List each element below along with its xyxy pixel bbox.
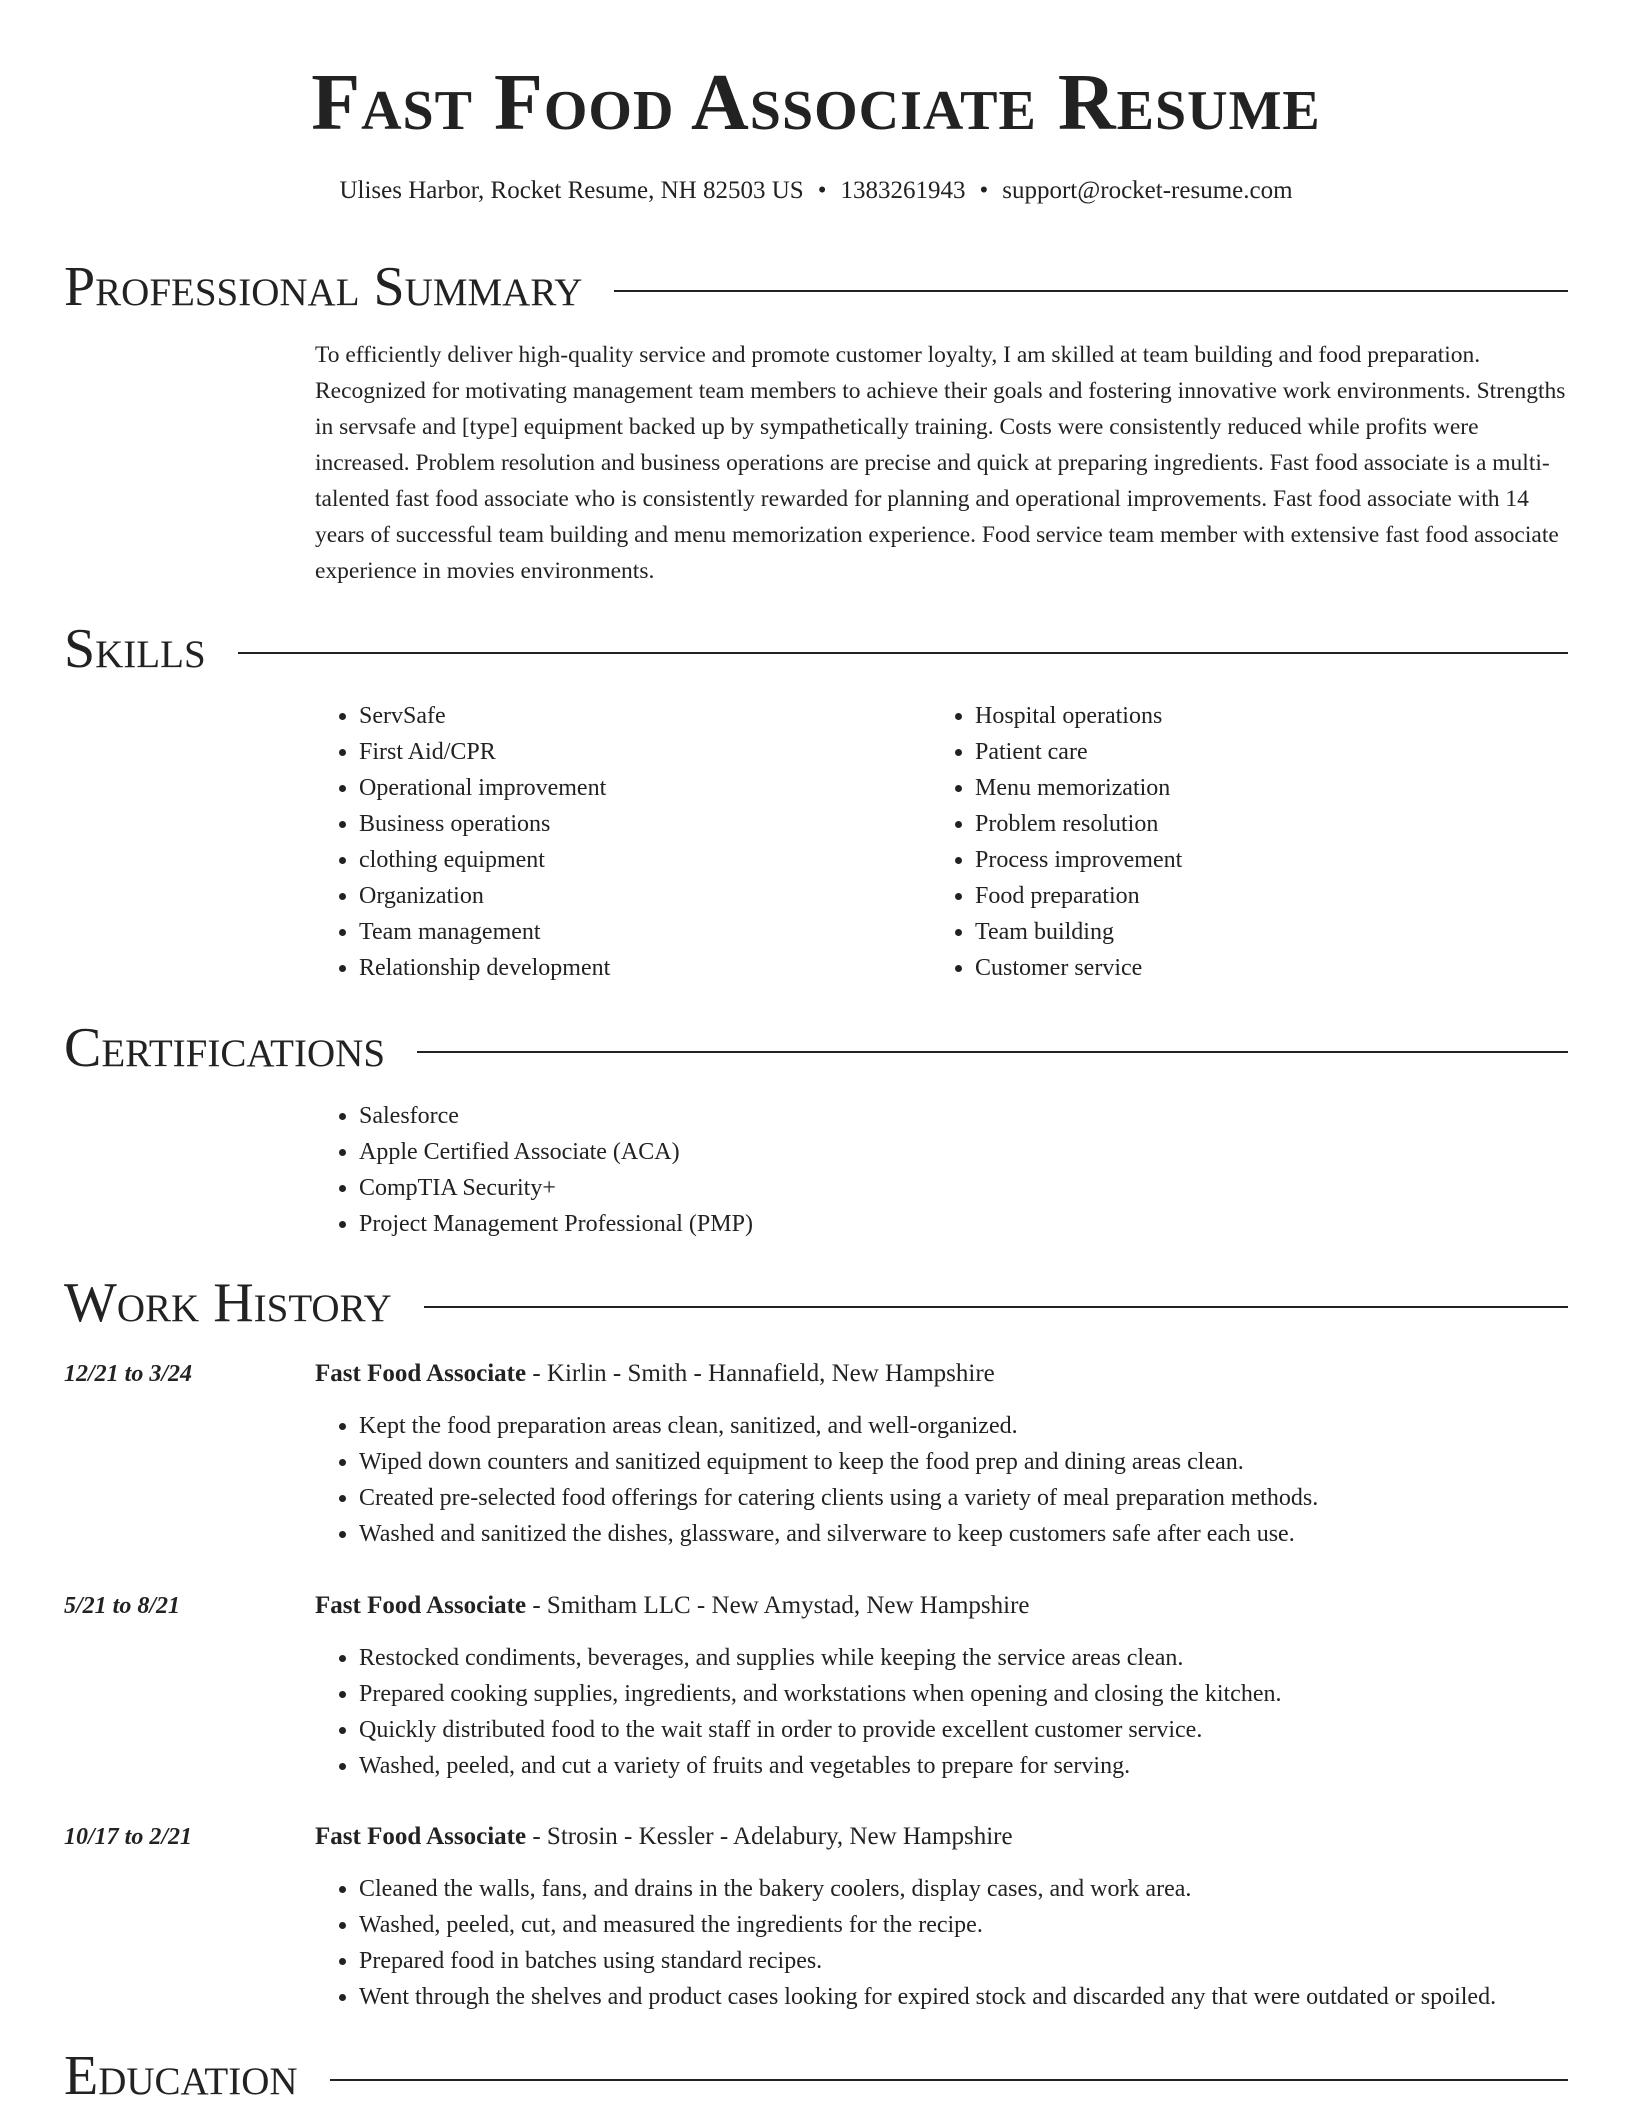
list-item: • Apple Certified Associate (ACA) [359,1134,1215,1170]
list-item: • Quickly distributed food to the wait staff in order to provide excellent customer service. [359,1712,1595,1748]
list-item: • Team building [975,914,1531,950]
job-role: Fast Food Associate [315,1360,527,1387]
list-item: • Process improvement [975,842,1531,878]
section-heading-skills [64,618,1568,680]
list-item: • Went through the shelves and product cases looking for expired stock and discarded any that were outdated or spoiled. [359,1979,1595,2015]
section-divider [330,2079,1568,2081]
list-item: • Washed, peeled, and cut a variety of fruits and vegetables to prepare for serving. [359,1748,1595,1784]
list-item: • Wiped down counters and sanitized equipment to keep the food prep and dining areas clean. [359,1444,1595,1480]
skills-list [931,698,1531,986]
skills-column-right [931,698,1531,986]
job-title-line [315,1356,995,1392]
list-item: • Food preparation [975,878,1531,914]
contact-address: Ulises Harbor, Rocket Resume, NH 82503 US [339,177,804,204]
job-title-line [315,1588,1030,1624]
list-item: • CompTIA Security+ [359,1170,1215,1206]
section-heading-work-history [64,1272,1568,1334]
section-heading-summary [64,256,1568,318]
section-divider [417,1051,1568,1053]
list-item: • Problem resolution [975,806,1531,842]
contact-phone: 1383261943 [840,177,966,204]
list-item: • Prepared food in batches using standard recipes. [359,1943,1595,1979]
list-item: • Organization [359,878,915,914]
job-role: Fast Food Associate [315,1592,527,1619]
list-item: • Operational improvement [359,770,915,806]
list-item: • Customer service [975,950,1531,986]
summary-paragraph: To efficiently deliver high-quality service and promote customer loyalty, I am skilled at team building and food preparation. Recognized for motivating management team members to achieve their goals and fostering innovative work environments. Strengths in servsafe and [type] equipment backed up by sympathetically training. Costs were consistently reduced while profits were increased. Problem resolution and business operations are precise and quick at preparing ingredients. Fast food associate is a multi-talented fast food associate who is consistently rewarded for planning and operational improvements. Fast food associate with 14 years of successful team building and menu memorization experience. Food service team member with extensive fast food associate experience in movies environments. [315,342,1566,584]
list-item: • Salesforce [359,1098,1215,1134]
list-item: • Prepared cooking supplies, ingredients, and workstations when opening and closing the kitchen. [359,1676,1595,1712]
job-role: Fast Food Associate [315,1823,527,1850]
job-duties-list [315,1871,1595,2015]
list-item: • Kept the food preparation areas clean, sanitized, and well-organized. [359,1408,1595,1444]
section-title: Work History [64,1272,392,1334]
contact-line [0,174,1632,208]
skills-column-left [315,698,915,986]
section-title: Professional Summary [64,256,583,318]
job-dates: 10/17 to 2/21 [64,1824,193,1850]
list-item: • Restocked condiments, beverages, and supplies while keeping the service areas clean. [359,1640,1595,1676]
contact-email: support@rocket-resume.com [1002,177,1293,204]
resume-title: Fast Food Associate Resume [311,59,1321,147]
list-item: • Business operations [359,806,915,842]
list-item: • Menu memorization [975,770,1531,806]
list-item: • Cleaned the walls, fans, and drains in the bakery coolers, display cases, and work area. [359,1871,1595,1907]
section-title: Skills [64,618,206,680]
job-duties-list [315,1408,1595,1552]
contact-separator: • [817,177,827,204]
list-item: • ServSafe [359,698,915,734]
job-employer: - Smitham LLC - New Amystad, New Hampshire [526,1592,1030,1619]
list-item: • clothing equipment [359,842,915,878]
job-duties-list [315,1640,1595,1784]
contact-separator: • [979,177,989,204]
section-heading-education [64,2045,1568,2107]
certifications-block [315,1098,1215,1242]
list-item: • Patient care [975,734,1531,770]
skills-list [315,698,915,986]
section-divider [238,652,1568,654]
job-dates: 5/21 to 8/21 [64,1593,181,1619]
list-item: • Hospital operations [975,698,1531,734]
job-dates: 12/21 to 3/24 [64,1361,193,1387]
section-divider [614,290,1568,292]
list-item: • Relationship development [359,950,915,986]
list-item: • First Aid/CPR [359,734,915,770]
job-title-line [315,1819,1013,1855]
list-item: • Team management [359,914,915,950]
list-item: • Project Management Professional (PMP) [359,1206,1215,1242]
list-item: • Washed and sanitized the dishes, glassware, and silverware to keep customers safe after each use. [359,1516,1595,1552]
section-title: Certifications [64,1017,386,1079]
job-employer: - Kirlin - Smith - Hannafield, New Hampshire [526,1360,995,1387]
list-item: • Created pre-selected food offerings for catering clients using a variety of meal preparation methods. [359,1480,1595,1516]
certifications-list [315,1098,1215,1242]
job-employer: - Strosin - Kessler - Adelabury, New Hampshire [526,1823,1013,1850]
section-heading-certifications [64,1017,1568,1079]
section-title: Education [64,2045,298,2107]
list-item: • Washed, peeled, cut, and measured the ingredients for the recipe. [359,1907,1595,1943]
section-divider [424,1306,1568,1308]
